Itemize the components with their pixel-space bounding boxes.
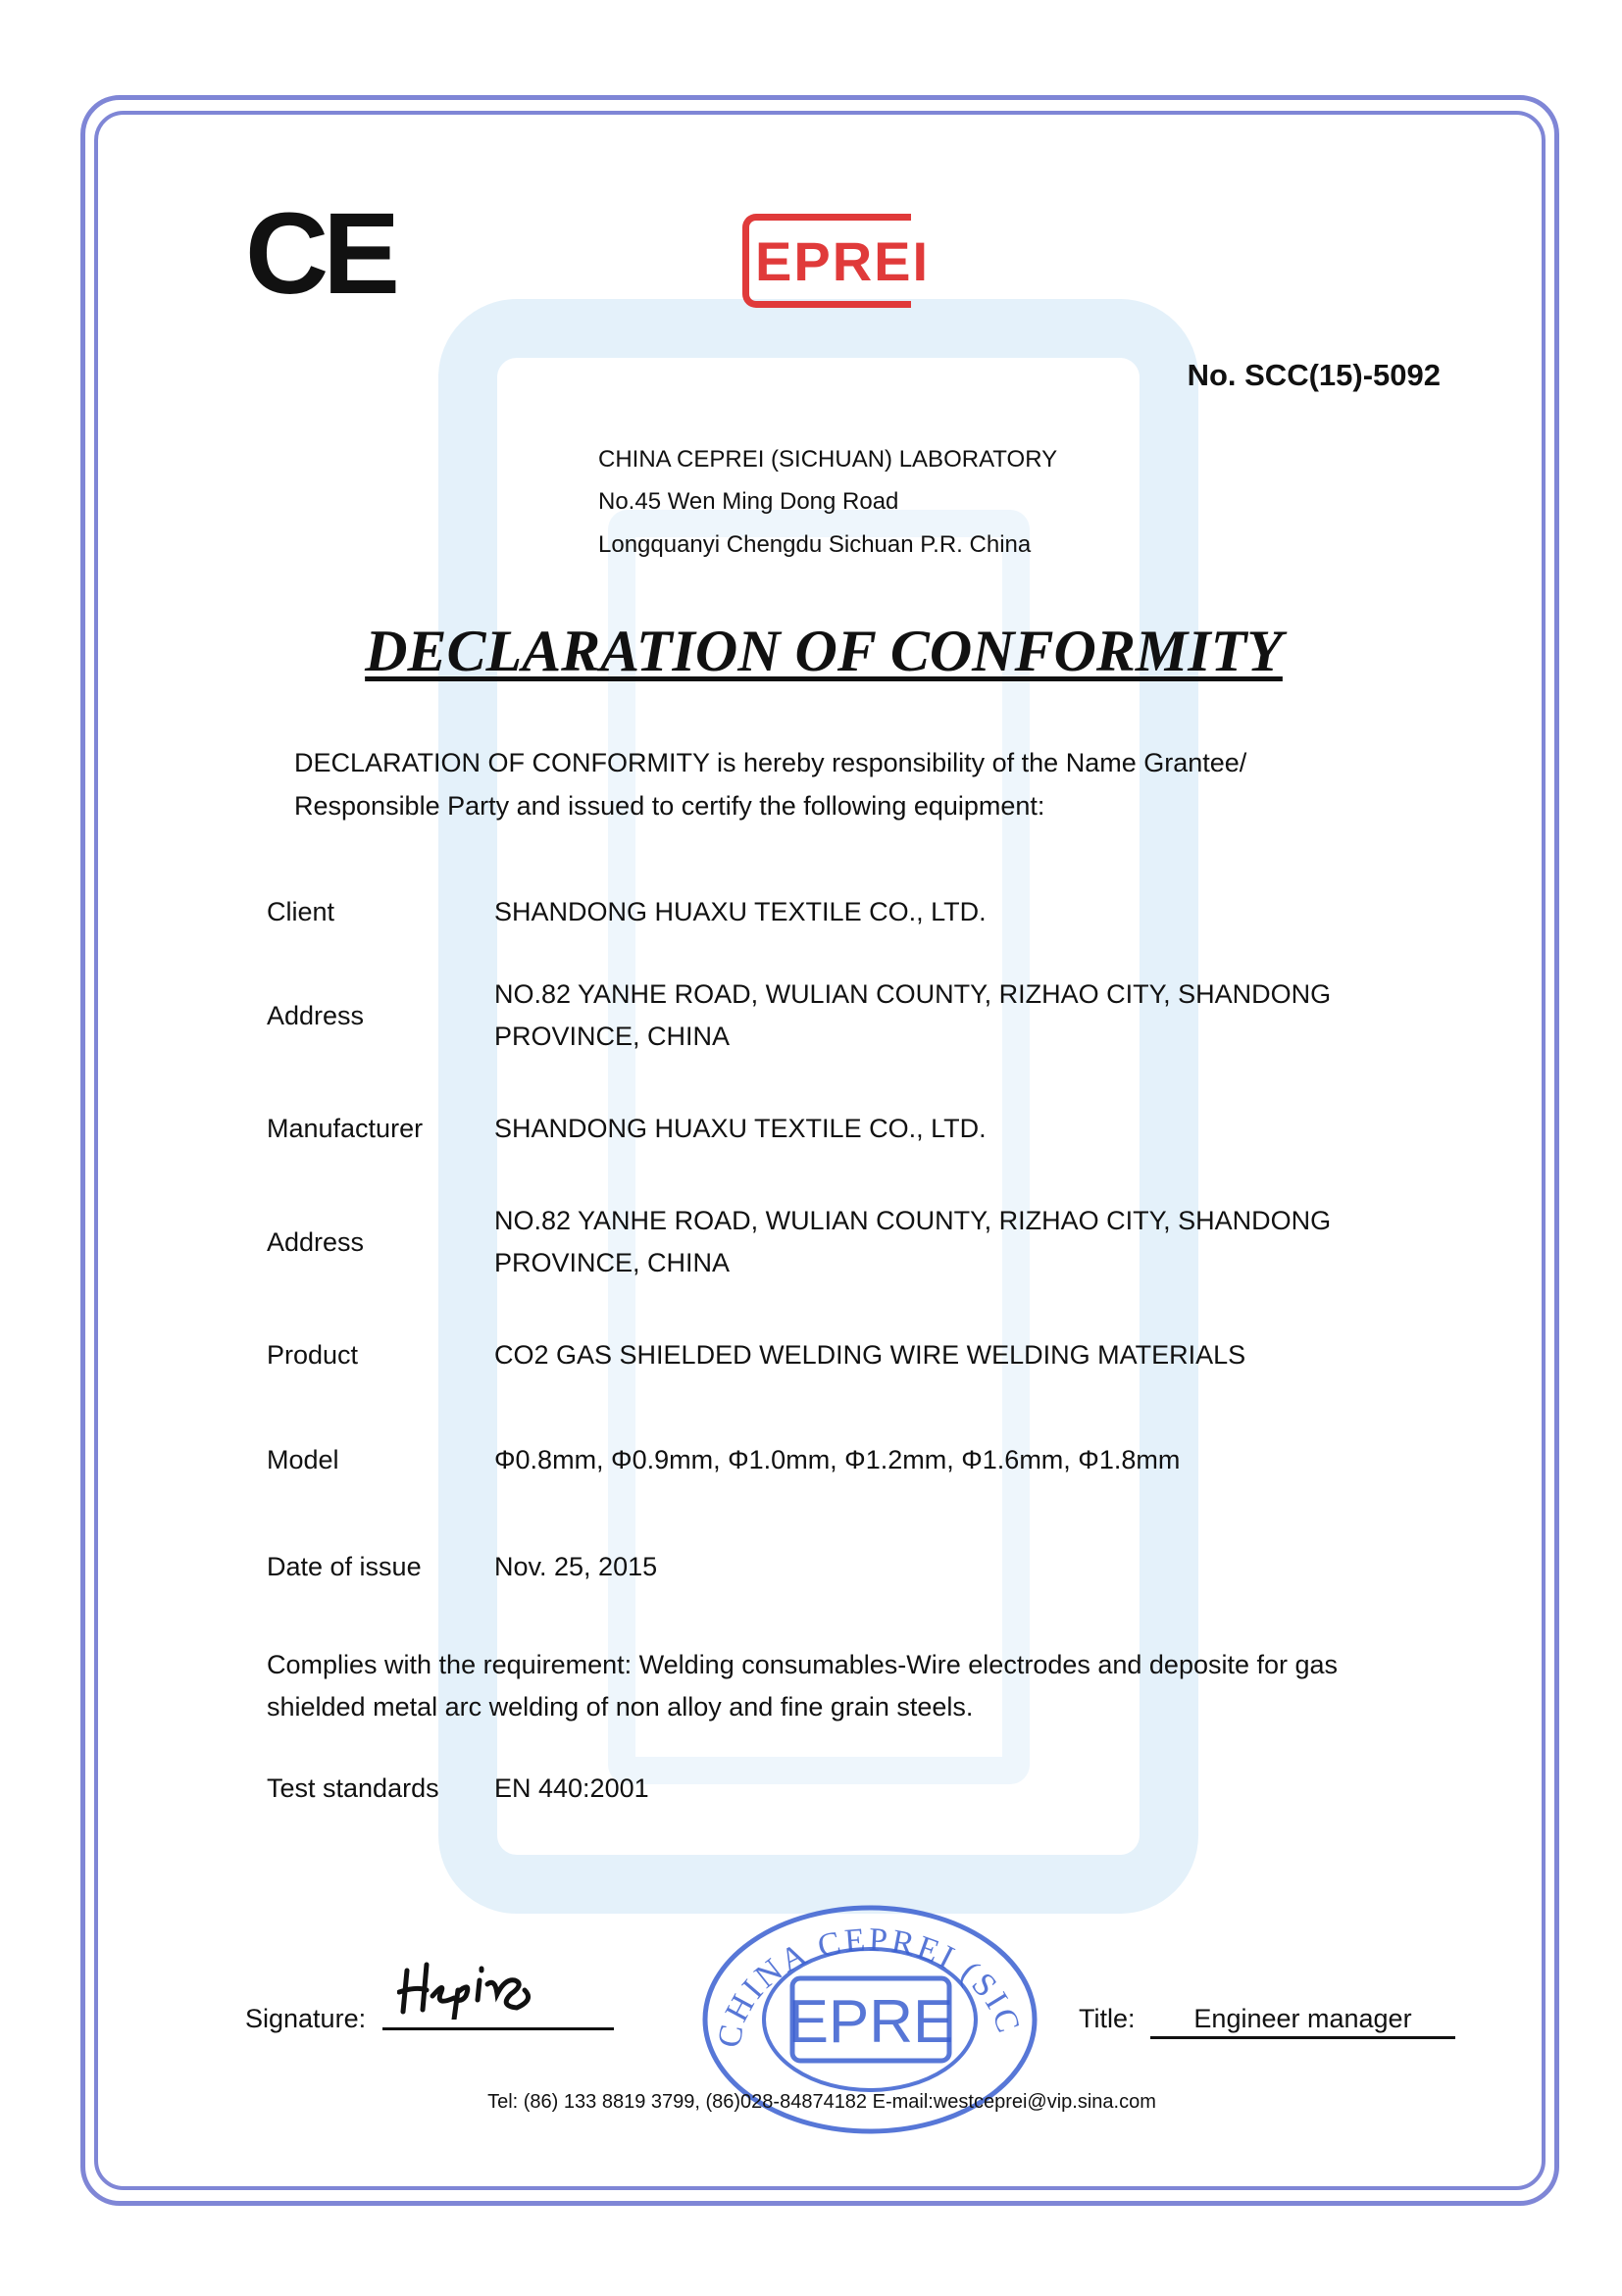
value-line: SHANDONG HUAXU TEXTILE CO., LTD. [494, 1114, 987, 1143]
field-label-model: Model [267, 1445, 339, 1474]
value-line: CO2 GAS SHIELDED WELDING WIRE WELDING MATERIALS [494, 1340, 1246, 1370]
field-label-address: Address [267, 1227, 365, 1257]
handwritten-signature [397, 1951, 583, 2024]
field-value-model [494, 1439, 1455, 1481]
field-label-address: Address [267, 1001, 365, 1030]
field-value-product [494, 1334, 1455, 1376]
ce-mark-logo: CE [245, 189, 394, 319]
intro-line: DECLARATION OF CONFORMITY is hereby responsibility of the Name Grantee/ [294, 748, 1247, 777]
lab-address-2: Longquanyi Chengdu Sichuan P.R. China [598, 531, 1032, 558]
value-line: PROVINCE, CHINA [494, 1022, 731, 1051]
document-title: DECLARATION OF CONFORMITY [365, 619, 1283, 683]
value-line: Φ0.8mm, Φ0.9mm, Φ1.0mm, Φ1.2mm, Φ1.6mm, Φ1.8mm [494, 1445, 1181, 1474]
field-label-client: Client [267, 897, 335, 926]
intro-text [294, 741, 1373, 827]
svg-text:CHINA CEPREI (SICHUAN) LABORAT: CHINA CEPREI (SIC [711, 1922, 1028, 2051]
field-value-client [494, 891, 1455, 933]
field-value-date [494, 1546, 1455, 1588]
lab-name: CHINA CEPREI (SICHUAN) LABORATORY [598, 446, 1058, 473]
intro-line: Responsible Party and issued to certify the following equipment: [294, 791, 1045, 821]
field-label-date: Date of issue [267, 1552, 422, 1581]
svg-text:EPRE: EPRE [787, 1988, 954, 2056]
field-label-product: Product [267, 1340, 359, 1370]
value-line: NO.82 YANHE ROAD, WULIAN COUNTY, RIZHAO CITY, SHANDONG [494, 979, 1332, 1009]
compliance-text [267, 1644, 1394, 1728]
value-line: NO.82 YANHE ROAD, WULIAN COUNTY, RIZHAO CITY, SHANDONG [494, 1206, 1332, 1235]
certificate-border-inner [94, 111, 1546, 2190]
job-title-value: Engineer manager [1150, 2004, 1455, 2039]
field-value-address [494, 1200, 1455, 1284]
field-value-manufacturer [494, 1108, 1455, 1150]
eprei-logo-text: EPREI [755, 229, 931, 292]
value-line: SHANDONG HUAXU TEXTILE CO., LTD. [494, 897, 987, 926]
value-line: PROVINCE, CHINA [494, 1248, 731, 1277]
signature-line [382, 2027, 614, 2030]
compliance-line: shielded metal arc welding of non alloy and fine grain steels. [267, 1692, 974, 1722]
footer-contact: Tel: (86) 133 8819 3799, (86)028-84874182 E-mail:westceprei@vip.sina.com [487, 2091, 1156, 2113]
eprei-logo [742, 214, 931, 308]
compliance-line: Complies with the requirement: Welding consumables-Wire electrodes and deposite for gas [267, 1650, 1339, 1679]
field-value-test-standards: EN 440:2001 [494, 1773, 649, 1803]
field-label-manufacturer: Manufacturer [267, 1114, 424, 1143]
field-value-address [494, 973, 1455, 1058]
lab-address-1: No.45 Wen Ming Dong Road [598, 488, 899, 515]
signature-label: Signature: [245, 2004, 367, 2033]
job-title-label: Title: [1079, 2004, 1136, 2033]
value-line: Nov. 25, 2015 [494, 1552, 658, 1581]
certificate-number: No. SCC(15)-5092 [1187, 358, 1441, 392]
field-label-test-standards: Test standards [267, 1773, 439, 1803]
